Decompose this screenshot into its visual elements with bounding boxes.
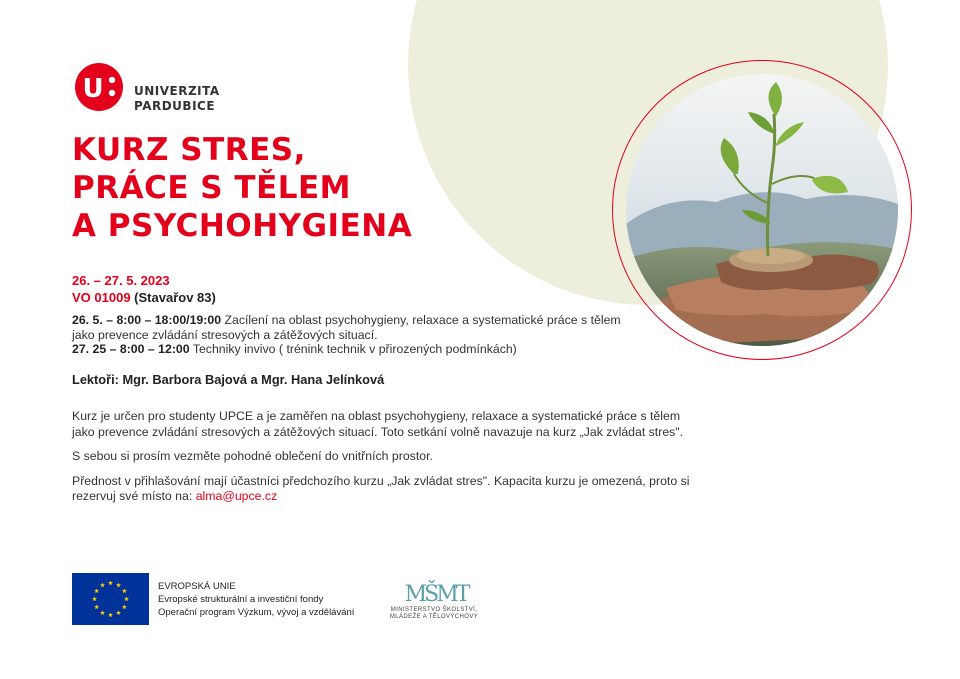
schedule-time: 27. 25 – 8:00 – 12:00 (72, 342, 190, 356)
eu-star-icon (122, 604, 127, 609)
schedule-item (72, 342, 632, 357)
schedule-item (72, 313, 632, 342)
msmt-line2: MLÁDEŽE A TĚLOVÝCHOVY (389, 614, 479, 620)
university-name (134, 84, 220, 114)
eu-star-icon (122, 588, 127, 593)
msmt-line1: MINISTERSTVO ŠKOLSTVÍ, (390, 607, 478, 613)
eu-line1: EVROPSKÁ UNIE (158, 581, 236, 592)
eu-star-icon (100, 583, 105, 588)
plant-in-hands-photo (626, 74, 898, 346)
title-line1: KURZ STRES, (72, 132, 306, 168)
university-logo-icon (74, 62, 130, 112)
eu-funding-text (158, 580, 354, 619)
email-link[interactable]: alma@upce.cz (195, 489, 278, 503)
schedule (72, 313, 632, 357)
university-logo (74, 62, 130, 117)
eu-line2: Evropské strukturální a investiční fondy (158, 594, 324, 605)
university-name-line2: PARDUBICE (134, 99, 216, 113)
eu-star-icon (108, 612, 113, 617)
event-info (72, 272, 216, 306)
msmt-logo-icon (386, 574, 486, 608)
eu-star-icon (92, 596, 97, 601)
svg-text:MŠMT: MŠMT (404, 582, 468, 607)
event-location: (Stavařov 83) (134, 290, 216, 305)
description-paragraph (72, 474, 692, 505)
event-date: 26. – 27. 5. 2023 (72, 273, 170, 288)
description-paragraph: Kurz je určen pro studenty UPCE a je zaměřen na oblast psychohygieny, relaxace a systematické práce s tělem jako prevence zvládání stresových a zátěžových situací. Toto setkání volně navazuje na kurz „Jak zvládat stres". (72, 409, 684, 439)
schedule-time: 26. 5. – 8:00 – 18:00/19:00 (72, 313, 222, 327)
eu-star-icon (94, 604, 99, 609)
svg-text:U: U (82, 74, 104, 104)
eu-stars-icon (72, 573, 149, 625)
schedule-desc: Techniky invivo ( trénink technik v přirozených podmínkách) (192, 342, 517, 356)
eu-star-icon (94, 588, 99, 593)
description-paragraph: S sebou si prosím vezměte pohodné oblečení do vnitřních prostor. (72, 449, 433, 463)
eu-star-icon (108, 580, 113, 585)
eu-flag (72, 573, 149, 625)
eu-star-icon (100, 610, 105, 615)
title-line3: A PSYCHOHYGIENA (72, 208, 413, 244)
lectors: Lektoři: Mgr. Barbora Bajová a Mgr. Hana Jelínková (72, 372, 385, 387)
page-title (72, 131, 412, 245)
title-line2: PRÁCE S TĚLEM (72, 170, 352, 206)
eu-star-icon (116, 583, 121, 588)
eu-star-icon (116, 610, 121, 615)
registration-text: Přednost v přihlašování mají účastníci předchozího kurzu „Jak zvládat stres". Kapacita kurzu je omezená, proto si rezervuj své místo na: (72, 473, 690, 503)
msmt-name (384, 607, 484, 621)
plant-illustration (626, 74, 898, 346)
event-place (72, 289, 216, 306)
description (72, 409, 692, 514)
event-room: VO 01009 (72, 290, 131, 305)
eu-star-icon (124, 596, 129, 601)
university-name-line1: UNIVERZITA (134, 84, 220, 98)
schedule-desc: Zacílení na oblast psychohygieny, relaxace a systematické práce s tělem jako prevence zvládání stresových a zátěžových situací. (72, 313, 621, 342)
eu-line3: Operační program Výzkum, vývoj a vzdělávání (158, 607, 355, 618)
